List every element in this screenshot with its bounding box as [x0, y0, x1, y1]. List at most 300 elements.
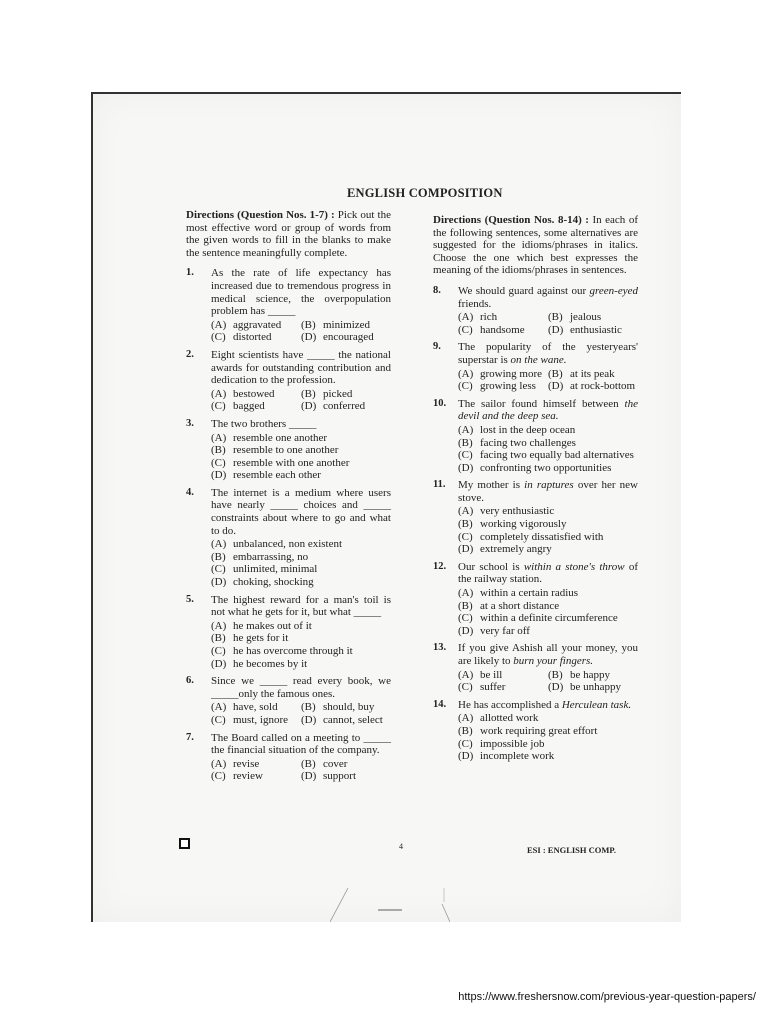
answer-row [211, 444, 391, 457]
answer-option [458, 712, 638, 725]
answer-text: he gets for it [233, 632, 289, 645]
answer-text: lost in the deep ocean [480, 423, 576, 436]
question-text [458, 699, 638, 712]
question-item [186, 487, 391, 589]
answer-text: he makes out of it [233, 619, 312, 632]
answer-text: have, sold [233, 701, 278, 714]
question-idiom: the devil and the deep sea. [458, 397, 638, 423]
answer-letter: (B) [458, 436, 473, 449]
footer-code: ESI : ENGLISH COMP. [527, 845, 616, 855]
answer-row [211, 538, 391, 551]
answer-option [458, 543, 638, 556]
answer-letter: (C) [458, 380, 473, 393]
answer-option [301, 388, 391, 401]
answer-options [458, 505, 638, 555]
directions-right-text: In each of the following sentences, some alternatives are suggested for the idioms/phrases in italics. Choose the one which best expresses the meaning of the idioms/phrases in sentences. [433, 214, 638, 277]
answer-option [211, 770, 301, 783]
answer-row [458, 380, 638, 393]
answer-option [458, 518, 638, 531]
answer-options [211, 319, 391, 344]
answer-letter: (D) [301, 770, 317, 783]
answer-text: at rock-bottom [570, 380, 636, 393]
question-item [433, 699, 638, 763]
question-text: Since we _____ read every book, we _____only the famous ones. [211, 675, 391, 700]
answer-text: bestowed [233, 387, 275, 400]
answer-option [548, 380, 638, 393]
answer-letter: (A) [211, 619, 227, 632]
answer-row [458, 424, 638, 437]
question-list-right [433, 285, 638, 763]
question-text-start: The sailor found himself between [458, 397, 625, 410]
answer-option [301, 714, 391, 727]
answer-letter: (B) [548, 668, 563, 681]
question-number: 13. [433, 642, 447, 654]
answer-text: revise [233, 757, 260, 770]
question-text-start: If you give Ashish all your money, you are likely to [458, 642, 638, 667]
directions-left-text: Pick out the most effective word or group of words from the given words to fill in the blanks to make the sentence meaningfully complete. [186, 209, 391, 259]
answer-text: unbalanced, non existent [233, 538, 343, 551]
answer-text: he has overcome through it [233, 645, 353, 657]
answer-row [211, 758, 391, 771]
answer-row [458, 543, 638, 556]
answer-letter: (B) [548, 367, 563, 380]
answer-text: resemble with one another [233, 456, 350, 469]
answer-text: jealous [570, 311, 602, 324]
answer-letter: (D) [458, 750, 474, 763]
question-text-end: friends. [458, 297, 492, 310]
answer-options [458, 712, 638, 762]
answer-letter: (A) [211, 538, 227, 551]
answer-option [211, 538, 391, 551]
question-idiom: within a stone's throw [523, 560, 625, 573]
answer-text: rich [480, 311, 498, 324]
answer-text: incomplete work [480, 750, 555, 763]
answer-letter: (A) [458, 311, 474, 324]
answer-option [211, 551, 391, 564]
question-text-end: of the railway station. [458, 560, 638, 586]
question-text: The Board called on a meeting to _____ the financial situation of the company. [211, 731, 391, 757]
answer-row [211, 400, 391, 413]
answer-letter: (C) [458, 612, 473, 625]
answer-letter: (B) [458, 518, 473, 531]
answer-letter: (D) [458, 543, 474, 556]
question-text-start: Our school is [458, 560, 524, 573]
answer-text: handsome [480, 323, 525, 336]
question-number: 14. [433, 698, 447, 710]
answer-row [458, 518, 638, 531]
answer-row [211, 432, 391, 445]
answer-letter: (B) [548, 311, 563, 324]
question-item [186, 418, 391, 482]
answer-row [211, 576, 391, 589]
question-item [186, 594, 391, 671]
answer-option [458, 324, 548, 337]
answer-letter: (C) [211, 563, 226, 576]
answer-option [548, 311, 638, 324]
answer-options [211, 388, 391, 413]
answer-option [458, 462, 638, 475]
question-idiom: green-eyed [589, 284, 638, 297]
answer-text: confronting two opportunities [480, 461, 612, 474]
question-text-start: My mother is [458, 479, 525, 492]
answer-letter: (A) [458, 423, 474, 436]
answer-row [211, 388, 391, 401]
answer-letter: (D) [458, 624, 474, 637]
answer-text: conferred [323, 400, 366, 413]
answer-option [301, 319, 391, 332]
answer-options [458, 587, 638, 637]
answer-text: at its peak [570, 367, 615, 380]
answer-letter: (B) [211, 550, 226, 563]
answer-option [458, 505, 638, 518]
answer-option [211, 658, 391, 671]
directions-right-label: Directions (Question Nos. 8-14) : [433, 214, 589, 226]
answer-row [458, 712, 638, 725]
answer-option [458, 738, 638, 751]
question-item [433, 398, 638, 475]
answer-text: unlimited, minimal [233, 563, 318, 576]
answer-row [458, 449, 638, 462]
answer-text: be happy [570, 668, 611, 681]
answer-option [458, 750, 638, 763]
answer-letter: (B) [301, 757, 316, 770]
answer-option [211, 576, 391, 589]
registration-mark-icon [179, 838, 190, 849]
answer-row [458, 725, 638, 738]
answer-option [301, 770, 391, 783]
answer-option [211, 319, 301, 332]
answer-option [211, 632, 391, 645]
answer-letter: (D) [211, 657, 227, 670]
answer-option [458, 587, 638, 600]
answer-text: distorted [233, 331, 272, 344]
question-item [433, 285, 638, 336]
answer-text: growing less [480, 380, 536, 393]
answer-row [211, 770, 391, 783]
answer-option [211, 620, 391, 633]
answer-letter: (A) [211, 757, 227, 770]
answer-option [301, 331, 391, 344]
answer-text: impossible job [480, 737, 545, 750]
answer-option [301, 758, 391, 771]
answer-letter: (D) [548, 380, 564, 393]
right-column [433, 214, 638, 768]
answer-letter: (C) [211, 400, 226, 413]
question-item [186, 732, 391, 783]
answer-option [211, 331, 301, 344]
answer-option [211, 758, 301, 771]
page-title: ENGLISH COMPOSITION [347, 186, 503, 200]
answer-row [458, 587, 638, 600]
answer-text: very far off [480, 624, 530, 637]
answer-row [458, 437, 638, 450]
answer-row [211, 551, 391, 564]
answer-letter: (C) [458, 449, 473, 462]
answer-letter: (A) [458, 587, 474, 600]
answer-option [211, 432, 391, 445]
answer-text: embarrassing, no [233, 550, 309, 563]
question-text [458, 341, 638, 366]
question-number: 2. [186, 348, 194, 360]
answer-text: facing two challenges [480, 436, 576, 449]
answer-text: work requiring great effort [480, 724, 598, 737]
answer-row [211, 645, 391, 658]
answer-row [211, 714, 391, 727]
question-text [458, 561, 638, 586]
answer-row [211, 701, 391, 714]
answer-text: working vigorously [480, 518, 567, 531]
answer-text: be unhappy [570, 681, 622, 694]
page-number: 4 [399, 842, 403, 851]
answer-option [548, 368, 638, 381]
answer-text: cannot, select [323, 713, 383, 726]
answer-letter: (A) [458, 668, 474, 681]
answer-text: extremely angry [480, 543, 552, 556]
answer-letter: (B) [301, 701, 316, 714]
answer-letter: (A) [211, 318, 227, 331]
source-url: https://www.freshersnow.com/previous-year-question-papers/ [458, 991, 756, 1003]
answer-row [458, 368, 638, 381]
answer-letter: (C) [458, 323, 473, 336]
answer-text: resemble each other [233, 469, 321, 482]
answer-letter: (B) [458, 724, 473, 737]
answer-option [211, 457, 391, 470]
answer-text: bagged [233, 400, 265, 413]
directions-left-label: Directions (Question Nos. 1-7) : [186, 209, 335, 221]
answer-option [211, 701, 301, 714]
answer-option [211, 388, 301, 401]
answer-letter: (C) [211, 645, 226, 657]
answer-letter: (C) [211, 713, 226, 726]
answer-options [211, 758, 391, 783]
answer-letter: (A) [211, 431, 227, 444]
question-idiom: in raptures [524, 479, 574, 492]
answer-text: cover [323, 757, 348, 770]
question-item [186, 349, 391, 413]
question-number: 4. [186, 486, 194, 498]
answer-letter: (B) [211, 444, 226, 457]
answer-row [211, 457, 391, 470]
answer-option [458, 424, 638, 437]
answer-row [458, 738, 638, 751]
answer-text: minimized [323, 318, 371, 331]
answer-row [458, 311, 638, 324]
directions-right [433, 214, 638, 277]
answer-option [458, 311, 548, 324]
answer-row [458, 625, 638, 638]
answer-letter: (D) [548, 681, 564, 694]
directions-left [186, 209, 391, 259]
question-number: 11. [433, 479, 446, 491]
answer-row [458, 505, 638, 518]
answer-letter: (A) [458, 712, 474, 725]
answer-letter: (D) [211, 469, 227, 482]
binding-line-right [442, 904, 450, 922]
answer-letter: (C) [458, 737, 473, 750]
answer-option [458, 600, 638, 613]
answer-options [211, 432, 391, 482]
answer-option [458, 380, 548, 393]
answer-row [211, 563, 391, 576]
answer-text: support [323, 770, 356, 783]
question-number: 3. [186, 417, 194, 429]
question-number: 1. [186, 267, 194, 279]
question-item [433, 561, 638, 638]
answer-text: encouraged [323, 331, 374, 344]
answer-text: must, ignore [233, 713, 288, 726]
question-number: 6. [186, 675, 194, 687]
answer-letter: (D) [548, 323, 564, 336]
answer-letter: (B) [458, 599, 473, 612]
answer-options [458, 424, 638, 474]
answer-option [211, 563, 391, 576]
question-number: 10. [433, 397, 447, 409]
answer-text: review [233, 770, 263, 783]
answer-option [211, 444, 391, 457]
answer-text: resemble to one another [233, 444, 339, 457]
answer-text: resemble one another [233, 431, 328, 444]
question-text [458, 398, 638, 423]
answer-option [458, 437, 638, 450]
answer-text: completely dissatisfied with [480, 530, 604, 543]
answer-letter: (B) [301, 387, 316, 400]
binding-line-left [330, 888, 348, 922]
answer-option [211, 469, 391, 482]
answer-option [211, 714, 301, 727]
answer-letter: (A) [458, 367, 474, 380]
question-text [458, 285, 638, 310]
answer-option [458, 368, 548, 381]
answer-text: be ill [480, 668, 503, 681]
question-number: 9. [433, 341, 441, 353]
binding-marks [330, 888, 450, 922]
answer-row [458, 462, 638, 475]
answer-text: very enthusiastic [480, 505, 555, 518]
question-list-left [186, 267, 391, 783]
answer-options [211, 538, 391, 588]
answer-options [211, 701, 391, 726]
answer-letter: (D) [458, 461, 474, 474]
question-text-start: He has accomplished a [458, 698, 562, 711]
answer-option [458, 449, 638, 462]
answer-option [548, 669, 638, 682]
answer-text: should, buy [323, 701, 375, 714]
question-text: The highest reward for a man's toil is not what he gets for it, but what _____ [211, 593, 391, 619]
question-item [433, 479, 638, 556]
answer-option [301, 400, 391, 413]
question-idiom: on the wane. [510, 353, 567, 366]
question-item [433, 642, 638, 693]
answer-option [301, 701, 391, 714]
question-text: As the rate of life expectancy has increased due to tremendous progress in medical science, the overpopulation problem has _____ [211, 267, 391, 318]
answer-text: within a certain radius [480, 587, 579, 600]
answer-text: aggravated [233, 318, 282, 331]
question-number: 8. [433, 284, 441, 296]
answer-row [458, 531, 638, 544]
answer-option [458, 612, 638, 625]
answer-letter: (A) [211, 387, 227, 400]
question-text [458, 479, 638, 504]
question-item [186, 675, 391, 726]
answer-text: growing more [480, 367, 543, 380]
answer-row [458, 324, 638, 337]
answer-text: picked [323, 387, 353, 400]
answer-letter: (C) [458, 681, 473, 694]
question-item [433, 341, 638, 392]
answer-option [458, 669, 548, 682]
question-number: 12. [433, 560, 447, 572]
answer-row [211, 331, 391, 344]
question-text [458, 642, 638, 667]
answer-options [211, 620, 391, 670]
question-text-start: We should guard against our [458, 284, 590, 297]
answer-text: facing two equally bad alternatives [480, 449, 634, 462]
answer-option [211, 645, 391, 658]
answer-text: at a short distance [480, 599, 560, 612]
answer-row [458, 612, 638, 625]
answer-text: suffer [480, 681, 506, 694]
answer-row [458, 600, 638, 613]
question-text: Eight scientists have _____ the national awards for outstanding contribution and dedication to the profession. [211, 348, 391, 387]
answer-option [548, 324, 638, 337]
answer-row [211, 620, 391, 633]
answer-text: allotted work [480, 712, 539, 725]
answer-text: he becomes by it [233, 657, 308, 670]
answer-letter: (A) [458, 505, 474, 518]
answer-row [458, 750, 638, 763]
answer-letter: (D) [301, 713, 317, 726]
answer-row [211, 319, 391, 332]
answer-row [211, 632, 391, 645]
answer-row [458, 681, 638, 694]
question-number: 5. [186, 593, 194, 605]
answer-options [458, 311, 638, 336]
answer-option [458, 725, 638, 738]
answer-text: choking, shocking [233, 576, 314, 589]
answer-option [458, 531, 638, 544]
answer-row [458, 669, 638, 682]
answer-option [458, 625, 638, 638]
answer-option [548, 681, 638, 694]
question-text-end: over her new stove. [458, 479, 639, 504]
answer-letter: (B) [211, 632, 226, 645]
answer-letter: (D) [301, 400, 317, 413]
answer-option [458, 681, 548, 694]
answer-row [211, 469, 391, 482]
answer-text: enthusiastic [570, 323, 622, 336]
answer-options [458, 368, 638, 393]
question-idiom: Herculean task. [561, 698, 632, 711]
answer-option [211, 400, 301, 413]
answer-letter: (C) [211, 331, 226, 344]
answer-letter: (D) [301, 331, 317, 344]
answer-letter: (B) [301, 318, 316, 331]
answer-letter: (A) [211, 701, 227, 714]
left-column [186, 209, 391, 788]
answer-text: within a definite circumference [480, 612, 618, 625]
answer-letter: (C) [211, 770, 226, 783]
question-text-start: The popularity of the yesteryears' superstar is [458, 341, 638, 366]
question-text: The internet is a medium where users have nearly _____ choices and _____ constraints about where to go and what to do. [211, 486, 391, 537]
question-text: The two brothers _____ [211, 417, 317, 430]
answer-letter: (C) [458, 530, 473, 543]
question-idiom: burn your fingers. [513, 655, 594, 667]
question-item [186, 267, 391, 344]
answer-row [211, 658, 391, 671]
answer-letter: (D) [211, 576, 227, 589]
answer-options [458, 669, 638, 694]
answer-letter: (C) [211, 456, 226, 469]
